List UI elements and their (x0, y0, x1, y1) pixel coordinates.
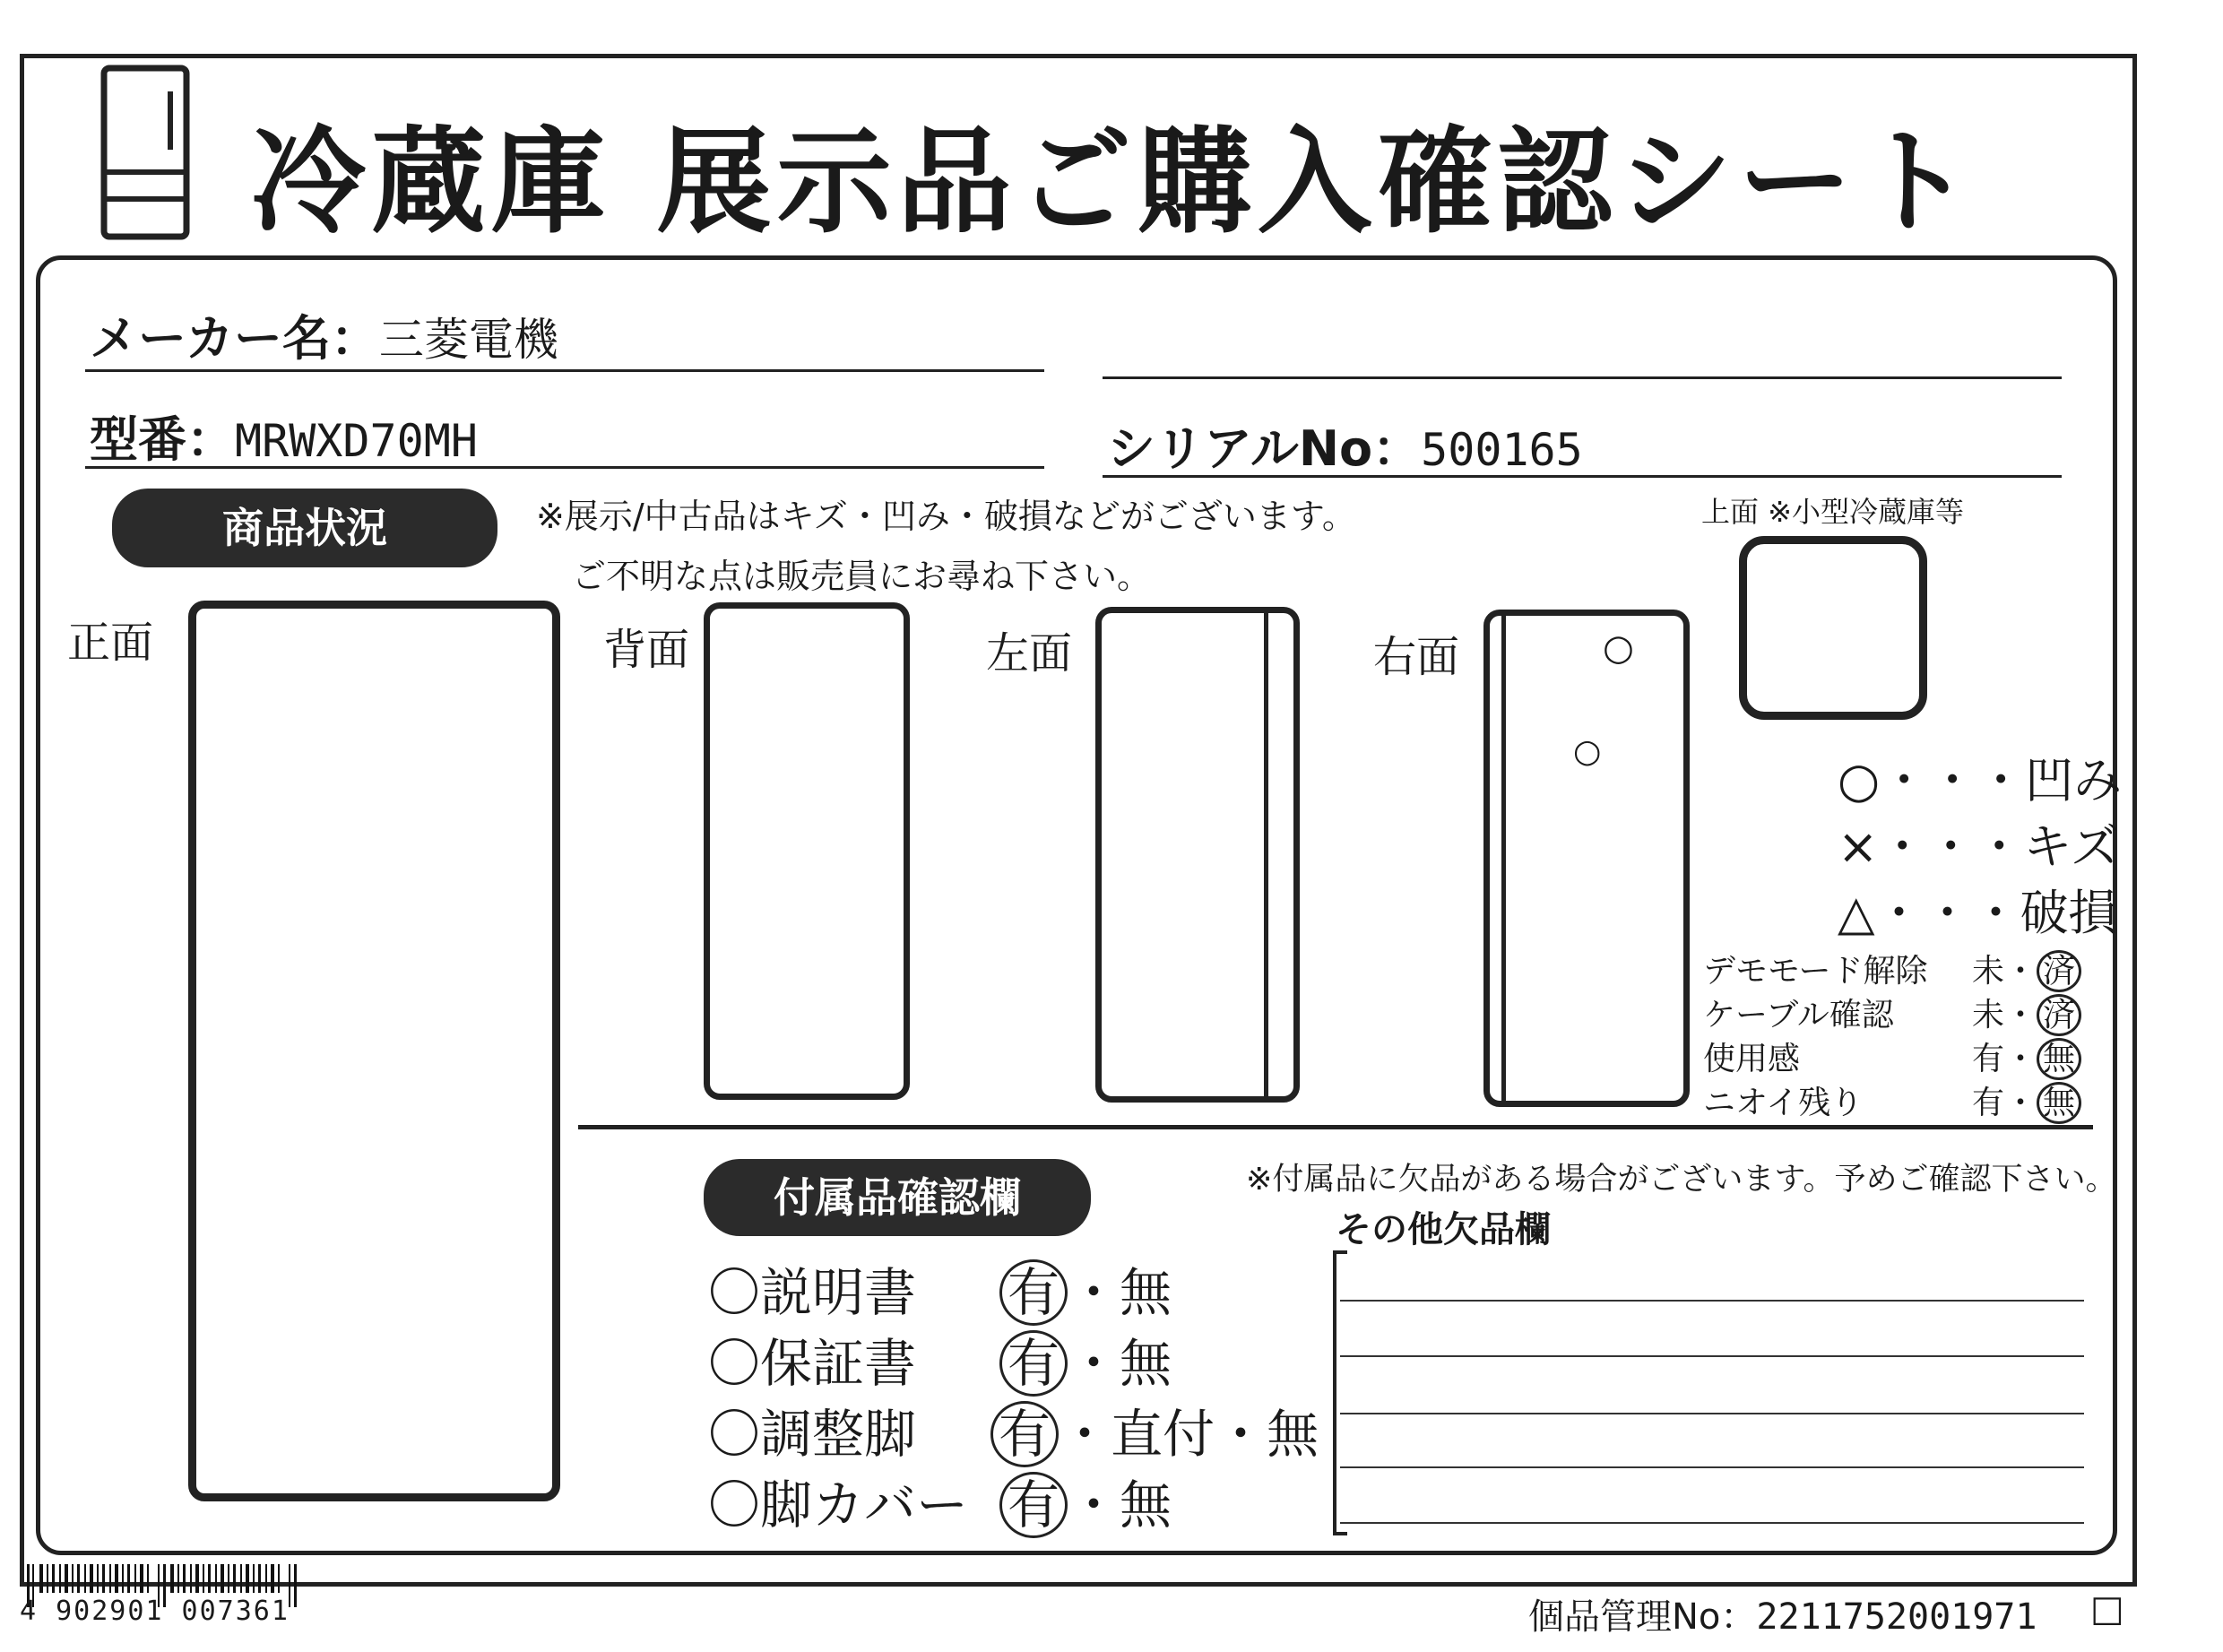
triangle-symbol-icon: △ (1838, 885, 1875, 941)
front-face-box (188, 601, 560, 1501)
item-number-value: 2211752001971 (1756, 1596, 2037, 1638)
right-face-dent-mark-2: ○ (1573, 733, 1602, 770)
model-underline (85, 466, 1044, 469)
legend-scratch: ×・・・キズ (1838, 818, 2120, 875)
selected-option: 無 (2037, 1038, 2081, 1080)
cross-symbol-icon: × (1838, 818, 1879, 875)
accessory-foot-cover: 〇脚カバー 有 ・無 (708, 1463, 1336, 1534)
condition-note-line2: ご不明な点は販売員にお尋ね下さい。 (572, 557, 1152, 596)
model-label: 型番： (90, 411, 235, 468)
right-face-door-edge (1501, 612, 1506, 1103)
circle-symbol-icon: ○ (1838, 752, 1881, 809)
maker-value: 三菱電機 (378, 314, 558, 366)
legend-dent: ○・・・凹み (1838, 752, 2123, 809)
legend-damage: △・・・破損 (1838, 885, 2117, 941)
back-face-label: 背面 (603, 625, 690, 675)
model-value: MRWXD70MH (235, 415, 478, 467)
model-row (90, 402, 478, 471)
other-missing-bracket (1333, 1250, 1347, 1535)
condition-badge: 商品状況 (112, 489, 497, 567)
selected-option: 有 (990, 1401, 1059, 1467)
check-odor: ニオイ残り 有・ 無 (1703, 1077, 2098, 1121)
other-missing-line-5 (1340, 1522, 2084, 1524)
top-face-label: 上面 ※小型冷蔵庫等 (1701, 495, 1964, 529)
check-wear: 使用感 有・ 無 (1703, 1034, 2098, 1077)
check-demo-mode: デモモード解除 未・ 済 (1703, 946, 2098, 990)
left-face-box (1095, 607, 1300, 1103)
left-face-door-edge (1264, 610, 1268, 1098)
accessories-note: ※付属品に欠品がある場合がございます。予めご確認下さい。 (1246, 1162, 2117, 1198)
accessories-badge: 付属品確認欄 (704, 1159, 1091, 1236)
serial-underline (1103, 475, 2062, 478)
other-missing-line-2 (1340, 1355, 2084, 1357)
page-title: 冷蔵庫 展示品ご購入確認シート (251, 116, 1978, 249)
front-face-label: 正面 (67, 618, 154, 668)
accessory-manual: 〇説明書 有 ・無 (708, 1250, 1336, 1321)
other-missing-label: その他欠品欄 (1336, 1209, 1551, 1250)
serial-value: 500165 (1421, 424, 1583, 476)
serial-label: シリアルNo： (1107, 420, 1422, 477)
maker-row (90, 300, 558, 369)
other-missing-line-3 (1340, 1413, 2084, 1414)
item-number-row (1528, 1588, 2037, 1639)
barcode-number: 4 902901 007361 (20, 1596, 290, 1627)
selected-option: 有 (999, 1330, 1068, 1397)
top-face-box (1739, 536, 1927, 720)
legend (1838, 742, 2122, 941)
right-face-dent-mark-1: ○ (1603, 627, 1634, 669)
accessory-warranty: 〇保証書 有 ・無 (708, 1321, 1336, 1392)
item-number-label: 個品管理No： (1528, 1596, 1757, 1638)
right-face-box (1483, 610, 1690, 1107)
accessory-list (708, 1250, 1336, 1534)
selected-option: 有 (999, 1472, 1068, 1538)
selected-option: 済 (2037, 950, 2081, 992)
selected-option: 有 (999, 1259, 1068, 1326)
section-divider (578, 1125, 2093, 1129)
checkbox-icon[interactable]: □ (2090, 1588, 2124, 1630)
blank-underline (1103, 376, 2062, 379)
other-missing-line-1 (1340, 1300, 2084, 1302)
accessory-adjust-feet: 〇調整脚 有 ・直付・無 (708, 1392, 1336, 1463)
right-face-label: 右面 (1373, 632, 1460, 682)
condition-note-line1: ※展示/中古品はキズ・凹み・破損などがございます。 (536, 497, 1356, 536)
other-missing-line-4 (1340, 1466, 2084, 1468)
maker-label: メーカー名： (90, 310, 379, 367)
left-face-label: 左面 (986, 628, 1073, 679)
selected-option: 済 (2037, 994, 2081, 1036)
back-face-box (704, 602, 910, 1100)
selected-option: 無 (2037, 1082, 2081, 1124)
check-cable: ケーブル確認 未・ 済 (1703, 990, 2098, 1034)
serial-row (1107, 411, 1583, 480)
maker-underline (85, 369, 1044, 372)
fridge-icon (100, 65, 190, 240)
check-list (1703, 946, 2098, 1121)
